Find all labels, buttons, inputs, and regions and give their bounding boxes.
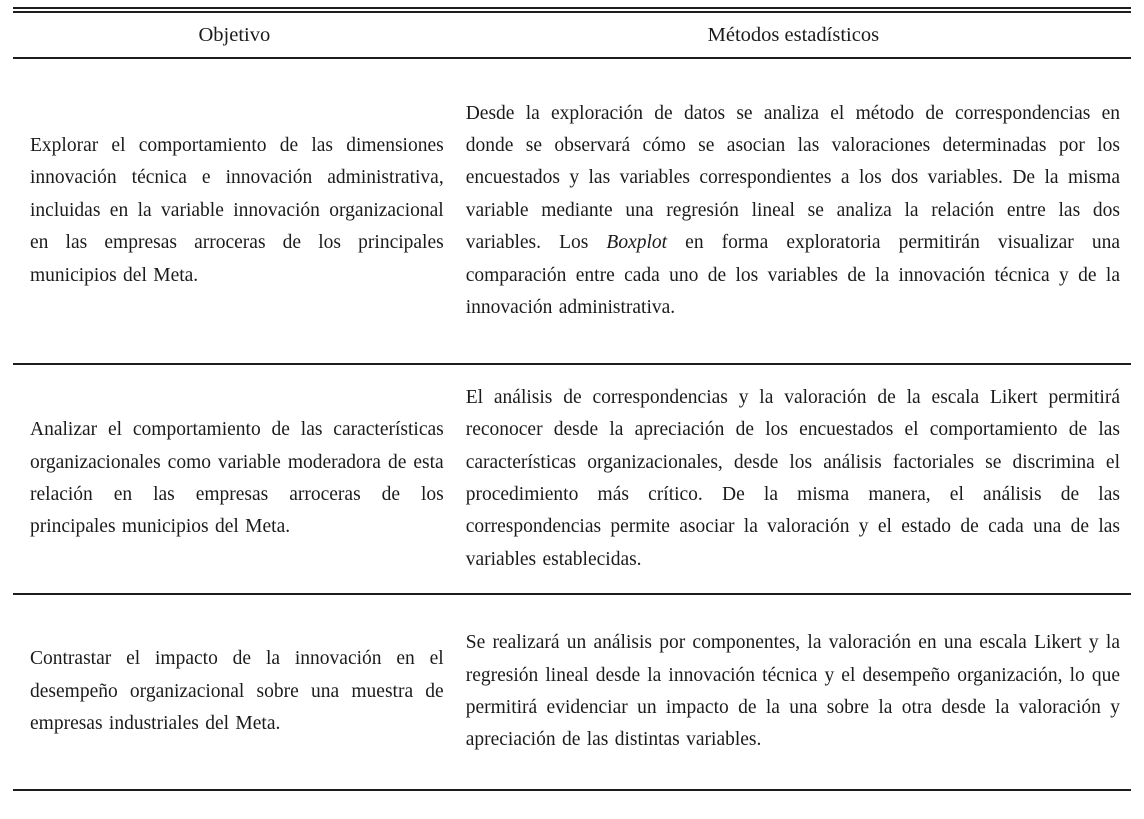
metodos-cell <box>456 368 1131 590</box>
bottom-rule <box>13 789 1131 791</box>
metodos-text-italic: Boxplot <box>606 232 668 254</box>
metodos-cell <box>456 613 1131 770</box>
table-row <box>13 595 1131 789</box>
objetivo-text: Contrastar el impacto de la innovación en el desempeño organizacional sobre una muestra de empresas industriales del Meta. <box>30 648 444 735</box>
objetivo-text: Explorar el comportamiento de las dimensiones innovación técnica e innovación administrativa, incluidas en la variable innovación organizacional en las empresas arroceras de los principales municipios del Meta. <box>30 135 444 286</box>
table-row <box>13 365 1131 593</box>
metodos-text-post: en forma exploratoria permitirán visualizar una comparación entre cada uno de los variables de la innovación técnica y de la innovación administrativa. <box>465 232 1120 318</box>
metodos-text-pre: Desde la exploración de datos se analiza el método de correspondencias en donde se observará cómo se asocian las valoraciones determinadas por los encuestados y las variables correspondientes a los dos variables. De la misma variable mediante una regresión lineal se analiza la relación entre las dos variables. Los <box>465 102 1120 254</box>
metodos-text-pre: El análisis de correspondencias y la valoración de la escala Likert permitirá reconocer desde la apreciación de los encuestados el comportamiento de las características organizacionales, desde los análisis factoriales se discrimina el procedimiento más crítico. De la misma manera, el análisis de las correspondencias permite asociar la valoración y el estado de cada una de las variables establecidas. <box>465 386 1120 570</box>
methods-table <box>13 7 1131 791</box>
metodos-cell <box>456 84 1131 339</box>
metodos-text <box>466 382 1120 576</box>
table-row <box>13 59 1131 363</box>
metodos-text <box>466 627 1120 756</box>
metodos-text <box>466 98 1120 325</box>
objetivo-cell <box>13 116 456 306</box>
column-header-metodos: Métodos estadísticos <box>707 23 880 46</box>
metodos-text-pre: Se realizará un análisis por componentes, la valoración en una escala Likert y la regresión lineal desde la innovación técnica y el desempeño organización, lo que permitirá evidenciar un impacto de la una sobre la otra desde la valoración y apreciación de las distintas variables. <box>465 632 1120 751</box>
table-header-row <box>13 13 1131 57</box>
objetivo-text: Analizar el comportamiento de las características organizacionales como variable moderadora de esta relación en las empresas arroceras de los principales municipios del Meta. <box>30 419 444 538</box>
objetivo-cell <box>13 400 456 557</box>
objetivo-cell <box>13 629 456 754</box>
column-header-objetivo: Objetivo <box>198 23 271 46</box>
